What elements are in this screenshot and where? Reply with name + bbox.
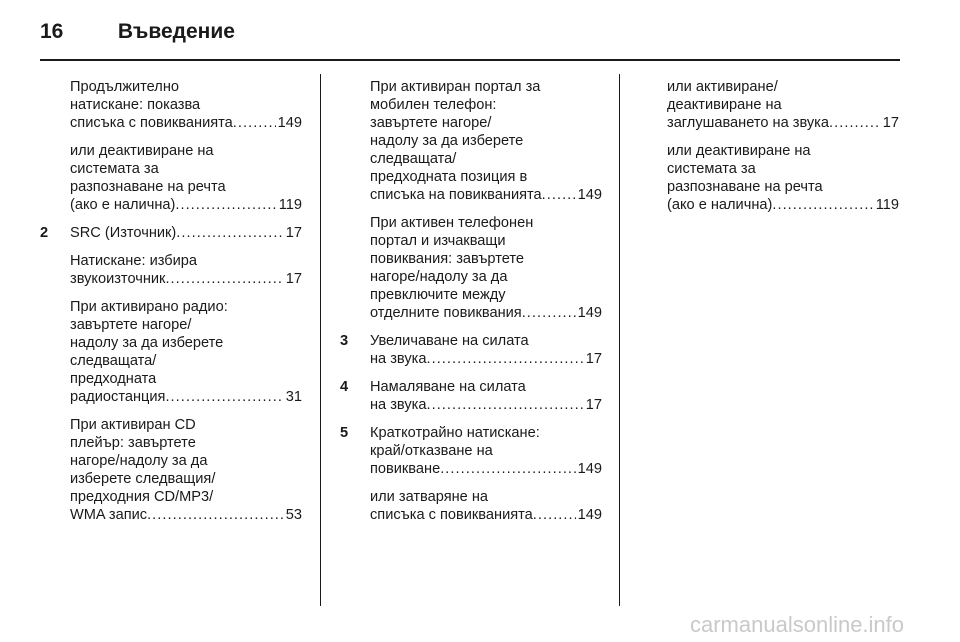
page-reference: 17	[285, 271, 302, 287]
entry-number: 5	[340, 425, 349, 441]
page-reference: 149	[577, 461, 602, 477]
page-reference: 149	[577, 187, 602, 203]
text-column-3	[637, 78, 899, 224]
entry-reference-line	[370, 460, 602, 478]
entry-text-line: списъка на повикванията	[370, 187, 542, 203]
index-entry	[40, 78, 302, 132]
entry-reference-line	[70, 196, 302, 214]
page-reference: 17	[285, 225, 302, 241]
page-number: 16	[40, 20, 64, 43]
entry-text-line: или деактивиране на	[70, 143, 214, 159]
entry-text-line: предходния CD/MP3/	[70, 489, 214, 505]
dot-leader	[165, 388, 283, 406]
entry-text-line: следващата/	[370, 151, 457, 167]
index-entry	[340, 488, 602, 524]
entry-reference-line	[370, 186, 602, 204]
dot-leader	[165, 270, 283, 288]
entry-text-line: При активиран CD	[70, 417, 196, 433]
entry-text-line: повикване	[370, 461, 441, 477]
entry-text-line: списъка с повикванията	[70, 115, 233, 131]
entry-text-line: деактивиране на	[667, 97, 782, 113]
dot-leader	[440, 460, 575, 478]
entry-text-line: системата за	[667, 161, 756, 177]
entry-text-line: мобилен телефон:	[370, 97, 497, 113]
page-reference: 17	[882, 115, 899, 131]
entry-reference-line	[70, 114, 302, 132]
index-entry	[637, 142, 899, 214]
index-entry	[40, 224, 302, 242]
page-reference: 53	[285, 507, 302, 523]
entry-text-line: системата за	[70, 161, 159, 177]
entry-reference-line	[70, 270, 302, 288]
entry-text-line: надолу за да изберете	[370, 133, 524, 149]
index-entry	[637, 78, 899, 132]
entry-reference-line	[70, 224, 302, 242]
dot-leader	[542, 186, 576, 204]
entry-text-line: звукоизточник	[70, 271, 166, 287]
page-reference: 17	[585, 397, 602, 413]
entry-text-line: повиквания: завъртете	[370, 251, 525, 267]
index-entry	[340, 424, 602, 478]
dot-leader	[533, 506, 576, 524]
entry-text-line: разпознаване на речта	[70, 179, 226, 195]
entry-text-line: на звука	[370, 397, 427, 413]
entry-text-line: следващата/	[70, 353, 157, 369]
dot-leader	[426, 350, 583, 368]
page-title: Въведение	[117, 20, 235, 43]
entry-number: 3	[340, 333, 349, 349]
entry-text-line: радиостанция	[70, 389, 166, 405]
page-reference: 31	[285, 389, 302, 405]
entry-text-line: край/отказване на	[370, 443, 493, 459]
entry-text-line: Продължително	[70, 79, 179, 95]
entry-text-line: Увеличаване на силата	[370, 333, 529, 349]
entry-text-line: изберете следващия/	[70, 471, 216, 487]
entry-text-line: предходната	[70, 371, 157, 387]
entry-text-line: При активирано радио:	[70, 299, 228, 315]
entry-text-line: нагоре/надолу за да	[370, 269, 508, 285]
page-reference: 119	[875, 197, 899, 213]
entry-reference-line	[370, 350, 602, 368]
column-divider	[619, 74, 620, 606]
entry-text-line: разпознаване на речта	[667, 179, 823, 195]
entry-reference-line	[667, 114, 899, 132]
entry-reference-line	[667, 196, 899, 214]
entry-text-line: При активен телефонен	[370, 215, 534, 231]
entry-text-line: превключите между	[370, 287, 506, 303]
header-rule	[40, 59, 900, 61]
index-entry	[40, 298, 302, 406]
entry-text-line: Намаляване на силата	[370, 379, 526, 395]
index-entry	[340, 332, 602, 368]
text-column-1	[40, 78, 302, 534]
index-entry	[340, 78, 602, 204]
index-entry	[40, 252, 302, 288]
entry-number: 4	[340, 379, 349, 395]
dot-leader	[147, 506, 284, 524]
entry-text-line: Натискане: избира	[70, 253, 197, 269]
entry-text-line: предходната позиция в	[370, 169, 528, 185]
dot-leader	[426, 396, 583, 414]
entry-text-line: Краткотрайно натискане:	[370, 425, 540, 441]
entry-text-line: отделните повиквания	[370, 305, 522, 321]
entry-text-line: завъртете нагоре/	[370, 115, 492, 131]
entry-text-line: (ако е налична)	[667, 197, 773, 213]
watermark-text: carmanualsonline.info	[690, 612, 905, 637]
dot-leader	[233, 114, 276, 132]
index-entry	[40, 416, 302, 524]
entry-text-line: завъртете нагоре/	[70, 317, 192, 333]
entry-reference-line	[370, 506, 602, 524]
entry-text-line: WMA запис	[70, 507, 148, 523]
page-reference: 17	[585, 351, 602, 367]
entry-reference-line	[370, 304, 602, 322]
column-divider	[320, 74, 321, 606]
entry-text-line: надолу за да изберете	[70, 335, 224, 351]
entry-text-line: или активиране/	[667, 79, 778, 95]
dot-leader	[772, 196, 873, 214]
entry-reference-line	[70, 388, 302, 406]
entry-text-line: или затваряне на	[370, 489, 489, 505]
page-reference: 149	[577, 305, 602, 321]
page-header	[40, 20, 235, 44]
index-entry	[40, 142, 302, 214]
index-entry	[340, 378, 602, 414]
entry-text-line: SRC (Източник)	[70, 225, 177, 241]
entry-text-line: портал и изчакващи	[370, 233, 506, 249]
entry-text-line: заглушаването на звука	[667, 115, 830, 131]
page-reference: 149	[577, 507, 602, 523]
dot-leader	[522, 304, 576, 322]
text-column-2	[340, 78, 602, 534]
index-entry	[340, 214, 602, 322]
entry-reference-line	[370, 396, 602, 414]
dot-leader	[829, 114, 881, 132]
entry-text-line: (ако е налична)	[70, 197, 176, 213]
entry-text-line: натискане: показва	[70, 97, 201, 113]
entry-text-line: плейър: завъртете	[70, 435, 196, 451]
entry-text-line: списъка с повикванията	[370, 507, 533, 523]
page-reference: 119	[278, 197, 302, 213]
dot-leader	[176, 224, 283, 242]
entry-reference-line	[70, 506, 302, 524]
entry-text-line: или деактивиране на	[667, 143, 811, 159]
dot-leader	[175, 196, 276, 214]
entry-text-line: При активиран портал за	[370, 79, 541, 95]
entry-number: 2	[40, 225, 49, 241]
entry-text-line: нагоре/надолу за да	[70, 453, 208, 469]
page-reference: 149	[277, 115, 302, 131]
entry-text-line: на звука	[370, 351, 427, 367]
